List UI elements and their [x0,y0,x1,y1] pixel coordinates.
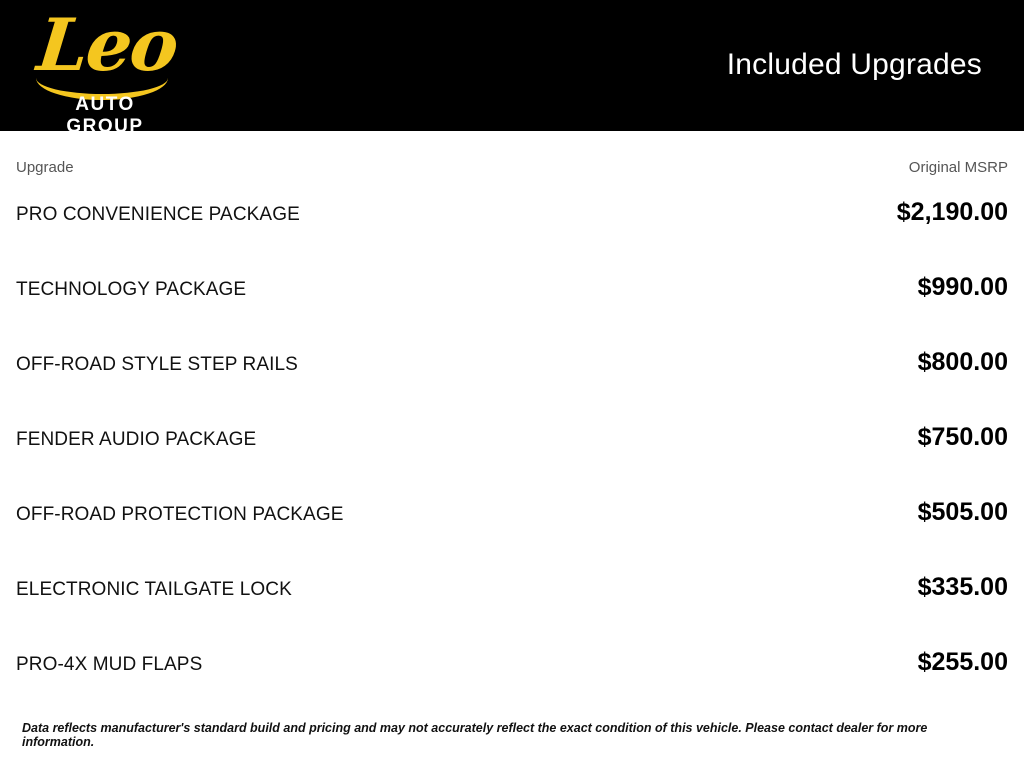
table-row [16,488,1008,563]
upgrade-price: $505.00 [917,498,1008,526]
table-row [16,638,1008,713]
upgrade-name: OFF-ROAD PROTECTION PACKAGE [16,504,344,525]
upgrades-section [0,131,1024,749]
table-row [16,263,1008,338]
table-row [16,338,1008,413]
upgrade-price: $750.00 [917,423,1008,451]
upgrade-price: $2,190.00 [896,198,1008,226]
upgrade-name: PRO CONVENIENCE PACKAGE [16,204,300,225]
leo-auto-group-logo [30,2,181,137]
upgrade-name: FENDER AUDIO PACKAGE [16,429,257,450]
logo-wordmark: Leo [33,2,181,87]
column-header-msrp: Original MSRP [908,159,1008,176]
upgrade-price: $335.00 [917,573,1008,601]
logo-subtitle: AUTO GROUP [66,94,144,137]
page-title: Included Upgrades [726,48,982,81]
upgrade-name: OFF-ROAD STYLE STEP RAILS [16,354,298,375]
upgrade-name: PRO-4X MUD FLAPS [16,654,203,675]
table-row [16,563,1008,638]
table-header-row [16,131,1008,182]
upgrade-name: TECHNOLOGY PACKAGE [16,279,247,300]
disclaimer-text: Data reflects manufacturer's standard build and pricing and may not accurately reflect the exact condition of this vehicle. Please contact dealer for more information. [22,721,928,749]
upgrades-table [16,188,1008,713]
upgrade-price: $800.00 [917,348,1008,376]
upgrade-price: $990.00 [917,273,1008,301]
column-header-upgrade: Upgrade [16,159,74,176]
table-row [16,188,1008,263]
upgrade-price: $255.00 [917,648,1008,676]
page-header [0,0,1024,137]
table-row [16,413,1008,488]
upgrade-name: ELECTRONIC TAILGATE LOCK [16,579,292,600]
